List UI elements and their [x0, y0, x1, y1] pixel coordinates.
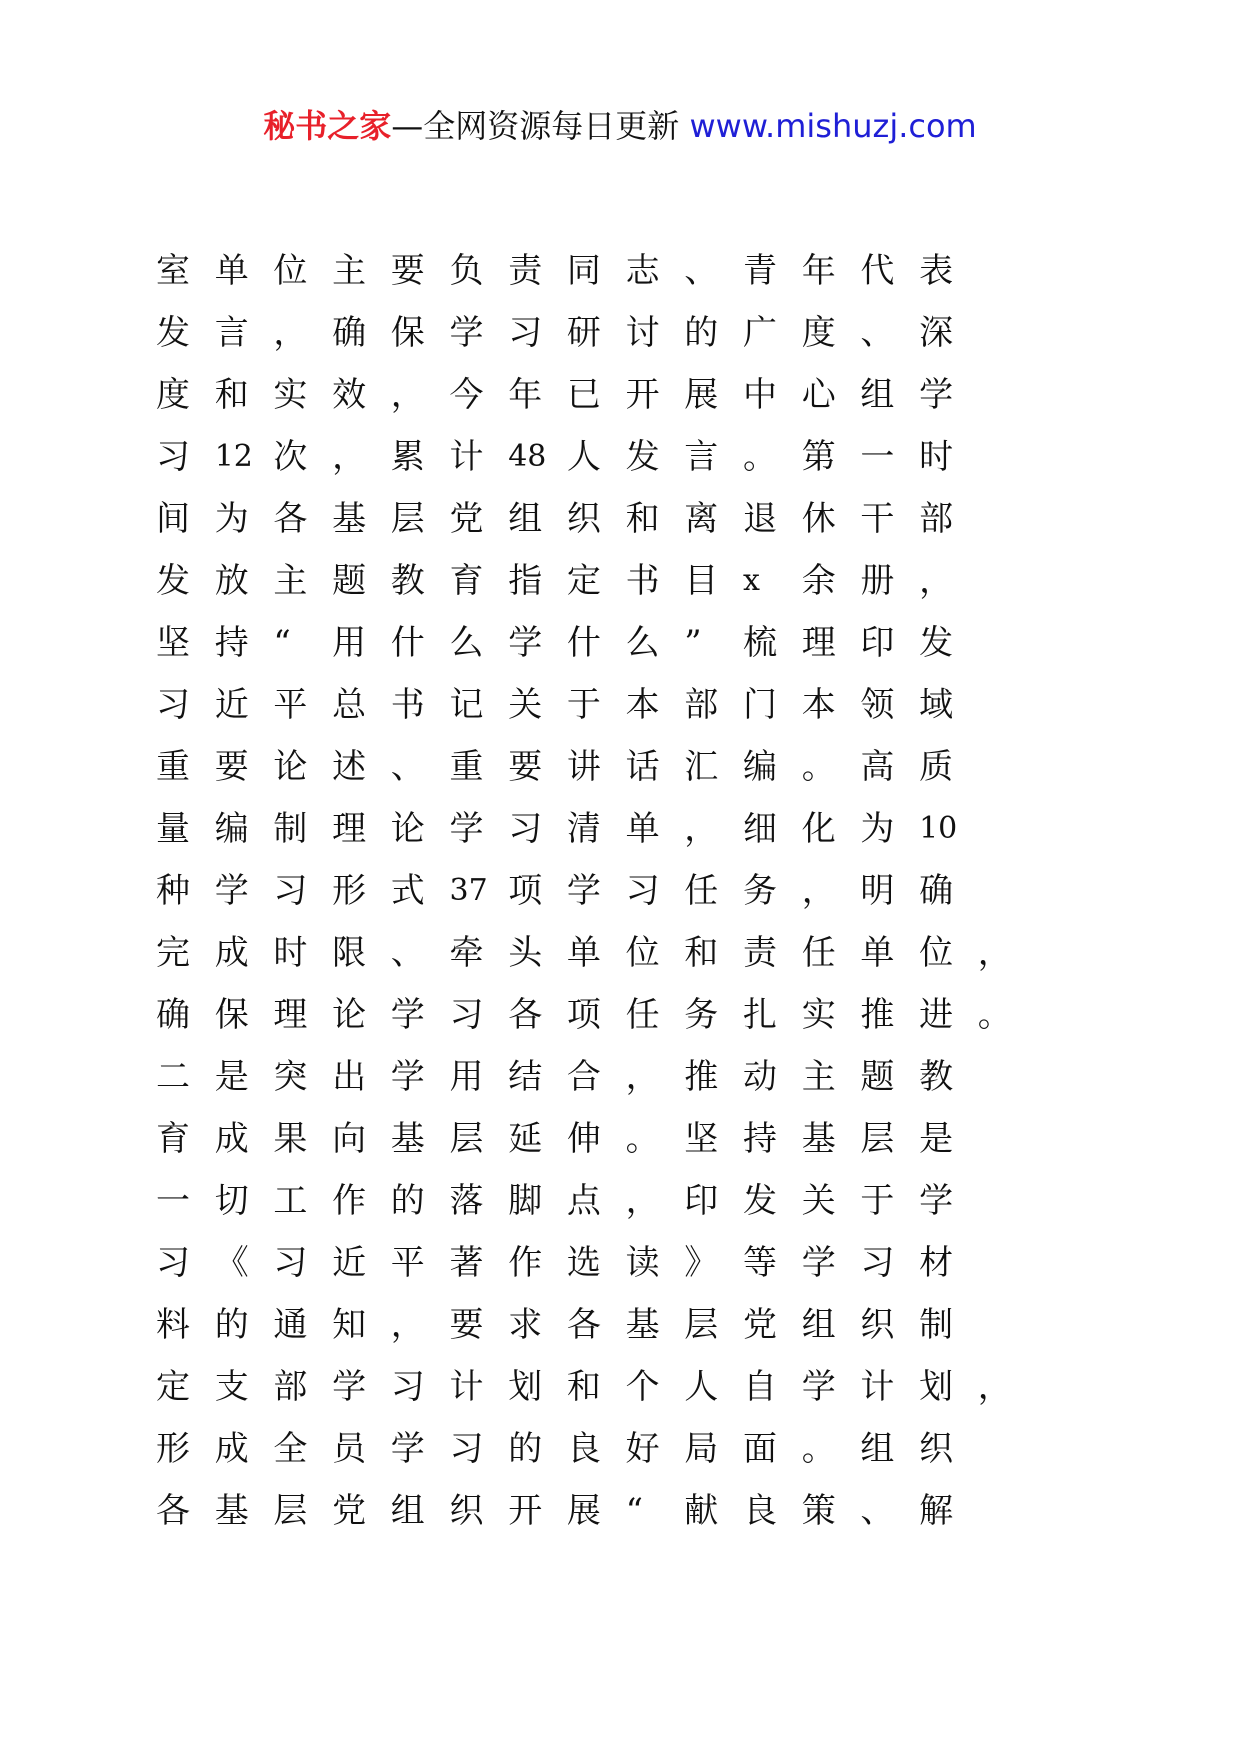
body-line: 发 言 ， 确 保 学 习 研 讨 的 广 度 、 深	[156, 313, 954, 353]
body-line: 室 单 位 主 要 负 责 同 志 、 青 年 代 表	[156, 251, 954, 291]
body-line: 种 学 习 形 式 37 项 学 习 任 务 ， 明 确	[156, 871, 954, 911]
body-line: 重 要 论 述 、 重 要 讲 话 汇 编 。 高 质	[156, 747, 954, 787]
body-line: 习 近 平 总 书 记 关 于 本 部 门 本 领 域	[156, 685, 954, 725]
body-line: 形 成 全 员 学 习 的 良 好 局 面 。 组 织	[156, 1429, 954, 1469]
body-line: 间 为 各 基 层 党 组 织 和 离 退 休 干 部	[156, 499, 954, 539]
body-line: 料 的 通 知 ， 要 求 各 基 层 党 组 织 制	[156, 1305, 954, 1345]
body-line: 一 切 工 作 的 落 脚 点 ， 印 发 关 于 学	[156, 1181, 954, 1221]
body-line: 确 保 理 论 学 习 各 项 任 务 扎 实 推 进 。	[156, 995, 1012, 1035]
body-line: 育 成 果 向 基 层 延 伸 。 坚 持 基 层 是	[156, 1119, 954, 1159]
page-header	[0, 104, 1240, 148]
body-line: 完 成 时 限 、 牵 头 单 位 和 责 任 单 位 ，	[156, 933, 1012, 973]
body-line: 坚 持 “ 用 什 么 学 什 么 ” 梳 理 印 发	[156, 623, 954, 663]
body-line: 发 放 主 题 教 育 指 定 书 目 x 余 册 ，	[156, 561, 954, 601]
body-line: 习 《 习 近 平 著 作 选 读 》 等 学 习 材	[156, 1243, 954, 1283]
brand-name: 秘书之家	[263, 107, 392, 145]
body-line: 定 支 部 学 习 计 划 和 个 人 自 学 计 划 ，	[156, 1367, 1012, 1407]
document-body	[156, 240, 1136, 1542]
header-tagline: —全网资源每日更新	[391, 107, 690, 145]
website-url[interactable]: www.mishuzj.com	[689, 107, 977, 145]
body-line: 习 12 次 ， 累 计 48 人 发 言 。 第 一 时	[156, 437, 954, 477]
body-line: 二 是 突 出 学 用 结 合 ， 推 动 主 题 教	[156, 1057, 954, 1097]
body-line: 各 基 层 党 组 织 开 展 “ 献 良 策 、 解	[156, 1491, 954, 1531]
body-line: 度 和 实 效 ， 今 年 已 开 展 中 心 组 学	[156, 375, 954, 415]
body-line: 量 编 制 理 论 学 习 清 单 ， 细 化 为 10	[156, 809, 958, 849]
